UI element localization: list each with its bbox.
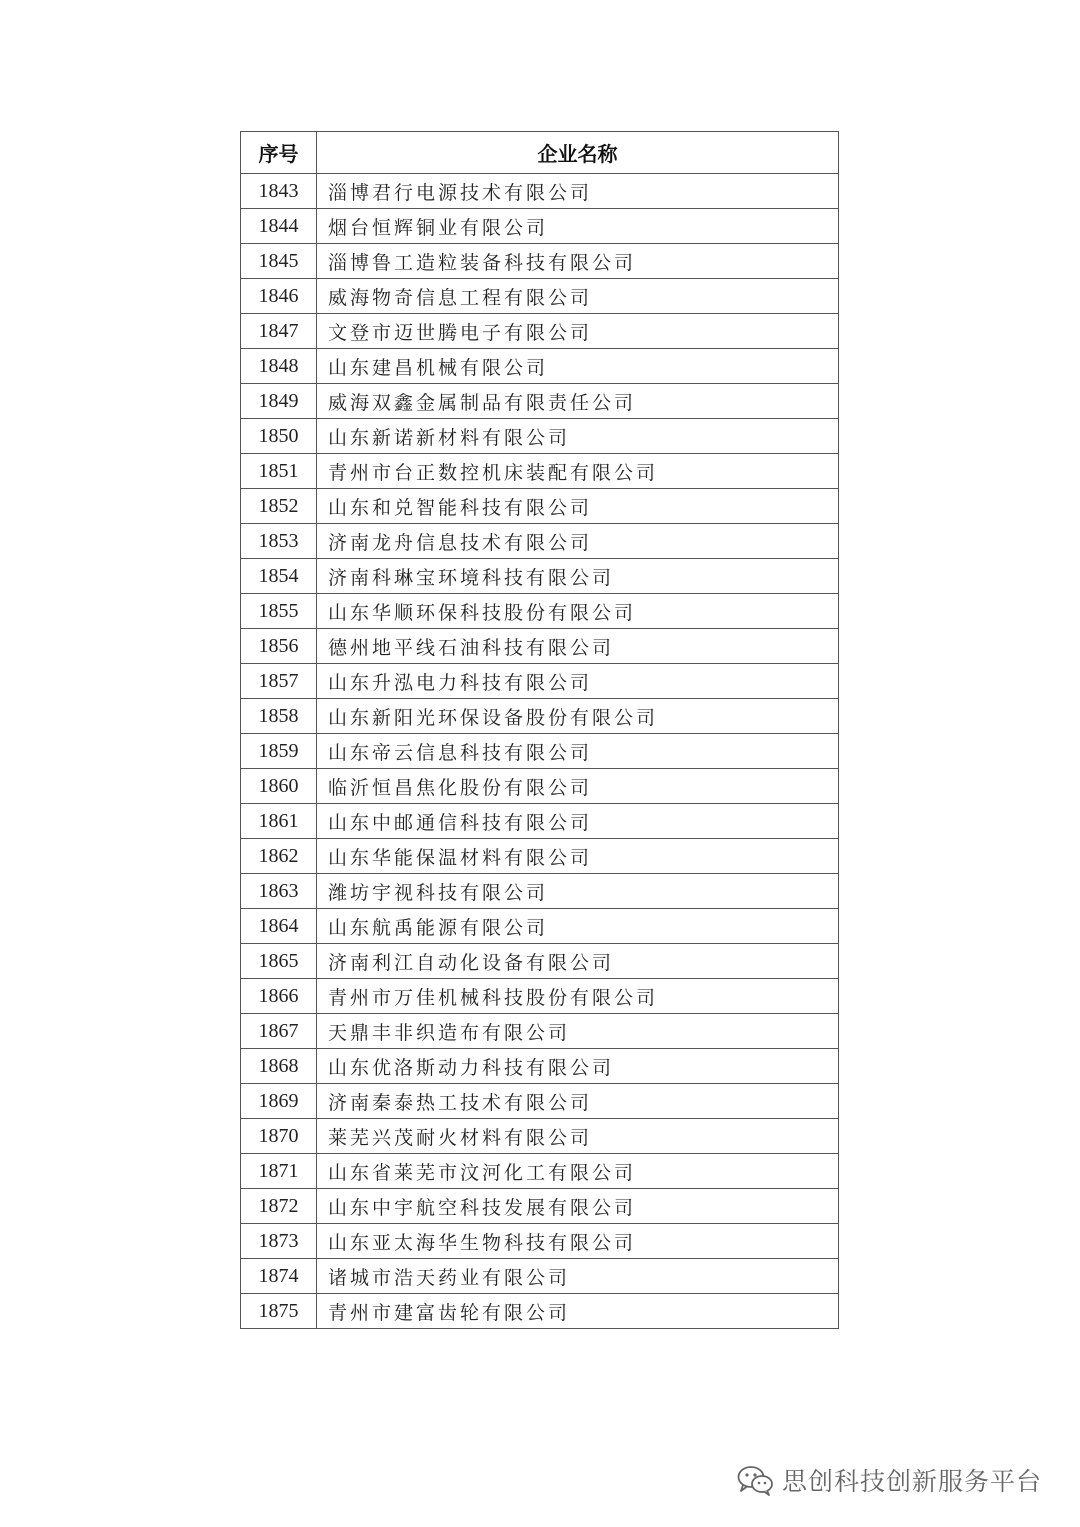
enterprise-name-cell: 威海物奇信息工程有限公司	[317, 279, 839, 314]
serial-number-cell: 1870	[241, 1119, 317, 1154]
table-row	[241, 1154, 839, 1189]
serial-number-cell: 1846	[241, 279, 317, 314]
enterprise-name-cell: 淄博君行电源技术有限公司	[317, 174, 839, 209]
table-row	[241, 1294, 839, 1329]
enterprise-name-cell: 山东优洛斯动力科技有限公司	[317, 1049, 839, 1084]
table-row	[241, 804, 839, 839]
enterprise-name-cell: 德州地平线石油科技有限公司	[317, 629, 839, 664]
wechat-icon	[736, 1464, 774, 1496]
serial-number-cell: 1849	[241, 384, 317, 419]
enterprise-name-cell: 烟台恒辉铜业有限公司	[317, 209, 839, 244]
serial-number-cell: 1862	[241, 839, 317, 874]
enterprise-name-cell: 山东航禹能源有限公司	[317, 909, 839, 944]
enterprise-name-cell: 威海双鑫金属制品有限责任公司	[317, 384, 839, 419]
table-row	[241, 944, 839, 979]
table-row	[241, 419, 839, 454]
serial-number-cell: 1860	[241, 769, 317, 804]
serial-number-cell: 1874	[241, 1259, 317, 1294]
serial-number-cell: 1861	[241, 804, 317, 839]
serial-number-cell: 1843	[241, 174, 317, 209]
watermark-text: 思创科技创新服务平台	[781, 1467, 1042, 1496]
table-row	[241, 1189, 839, 1224]
header-enterprise-name: 企业名称	[317, 132, 839, 174]
table-row	[241, 839, 839, 874]
table-row	[241, 1084, 839, 1119]
enterprise-name-cell: 淄博鲁工造粒装备科技有限公司	[317, 244, 839, 279]
enterprise-name-cell: 山东华能保温材料有限公司	[317, 839, 839, 874]
enterprise-name-cell: 山东新阳光环保设备股份有限公司	[317, 699, 839, 734]
enterprise-name-cell: 青州市台正数控机床装配有限公司	[317, 454, 839, 489]
enterprise-name-cell: 山东中邮通信科技有限公司	[317, 804, 839, 839]
header-serial-number: 序号	[241, 132, 317, 174]
enterprise-name-cell: 诸城市浩天药业有限公司	[317, 1259, 839, 1294]
serial-number-cell: 1865	[241, 944, 317, 979]
serial-number-cell: 1863	[241, 874, 317, 909]
table-row	[241, 559, 839, 594]
serial-number-cell: 1854	[241, 559, 317, 594]
enterprise-name-cell: 济南龙舟信息技术有限公司	[317, 524, 839, 559]
serial-number-cell: 1875	[241, 1294, 317, 1329]
table-row	[241, 314, 839, 349]
serial-number-cell: 1859	[241, 734, 317, 769]
table-body	[241, 174, 839, 1329]
table-row	[241, 524, 839, 559]
serial-number-cell: 1864	[241, 909, 317, 944]
serial-number-cell: 1857	[241, 664, 317, 699]
enterprise-name-cell: 山东中宇航空科技发展有限公司	[317, 1189, 839, 1224]
table-row	[241, 1049, 839, 1084]
enterprise-name-cell: 山东省莱芜市汶河化工有限公司	[317, 1154, 839, 1189]
serial-number-cell: 1867	[241, 1014, 317, 1049]
table-row	[241, 594, 839, 629]
serial-number-cell: 1855	[241, 594, 317, 629]
enterprise-name-cell: 济南秦泰热工技术有限公司	[317, 1084, 839, 1119]
watermark	[736, 1460, 1042, 1500]
table-row	[241, 699, 839, 734]
enterprise-name-cell: 莱芜兴茂耐火材料有限公司	[317, 1119, 839, 1154]
enterprise-name-cell: 济南科琳宝环境科技有限公司	[317, 559, 839, 594]
table-row	[241, 874, 839, 909]
serial-number-cell: 1869	[241, 1084, 317, 1119]
table-row	[241, 1259, 839, 1294]
enterprise-name-cell: 青州市建富齿轮有限公司	[317, 1294, 839, 1329]
enterprise-name-cell: 天鼎丰非织造布有限公司	[317, 1014, 839, 1049]
enterprise-name-cell: 济南利江自动化设备有限公司	[317, 944, 839, 979]
enterprise-name-cell: 青州市万佳机械科技股份有限公司	[317, 979, 839, 1014]
table-row	[241, 664, 839, 699]
serial-number-cell: 1873	[241, 1224, 317, 1259]
table-row	[241, 174, 839, 209]
table-row	[241, 454, 839, 489]
serial-number-cell: 1872	[241, 1189, 317, 1224]
serial-number-cell: 1866	[241, 979, 317, 1014]
serial-number-cell: 1852	[241, 489, 317, 524]
serial-number-cell: 1871	[241, 1154, 317, 1189]
enterprise-name-cell: 山东亚太海华生物科技有限公司	[317, 1224, 839, 1259]
table-header-row	[241, 132, 839, 174]
enterprise-table	[240, 131, 839, 1329]
table-row	[241, 1014, 839, 1049]
serial-number-cell: 1850	[241, 419, 317, 454]
table-row	[241, 279, 839, 314]
table-row	[241, 244, 839, 279]
serial-number-cell: 1856	[241, 629, 317, 664]
serial-number-cell: 1844	[241, 209, 317, 244]
table-row	[241, 349, 839, 384]
serial-number-cell: 1847	[241, 314, 317, 349]
serial-number-cell: 1848	[241, 349, 317, 384]
serial-number-cell: 1868	[241, 1049, 317, 1084]
table-row	[241, 734, 839, 769]
table-row	[241, 979, 839, 1014]
table-row	[241, 909, 839, 944]
enterprise-name-cell: 山东升泓电力科技有限公司	[317, 664, 839, 699]
table-row	[241, 1119, 839, 1154]
serial-number-cell: 1845	[241, 244, 317, 279]
table-row	[241, 489, 839, 524]
table-row	[241, 629, 839, 664]
enterprise-name-cell: 山东建昌机械有限公司	[317, 349, 839, 384]
table-row	[241, 209, 839, 244]
enterprise-name-cell: 山东新诺新材料有限公司	[317, 419, 839, 454]
serial-number-cell: 1853	[241, 524, 317, 559]
table-row	[241, 769, 839, 804]
enterprise-name-cell: 临沂恒昌焦化股份有限公司	[317, 769, 839, 804]
enterprise-name-cell: 山东华顺环保科技股份有限公司	[317, 594, 839, 629]
enterprise-name-cell: 文登市迈世腾电子有限公司	[317, 314, 839, 349]
table-row	[241, 384, 839, 419]
enterprise-name-cell: 山东帝云信息科技有限公司	[317, 734, 839, 769]
table-row	[241, 1224, 839, 1259]
enterprise-name-cell: 潍坊宇视科技有限公司	[317, 874, 839, 909]
enterprise-name-cell: 山东和兑智能科技有限公司	[317, 489, 839, 524]
serial-number-cell: 1851	[241, 454, 317, 489]
serial-number-cell: 1858	[241, 699, 317, 734]
